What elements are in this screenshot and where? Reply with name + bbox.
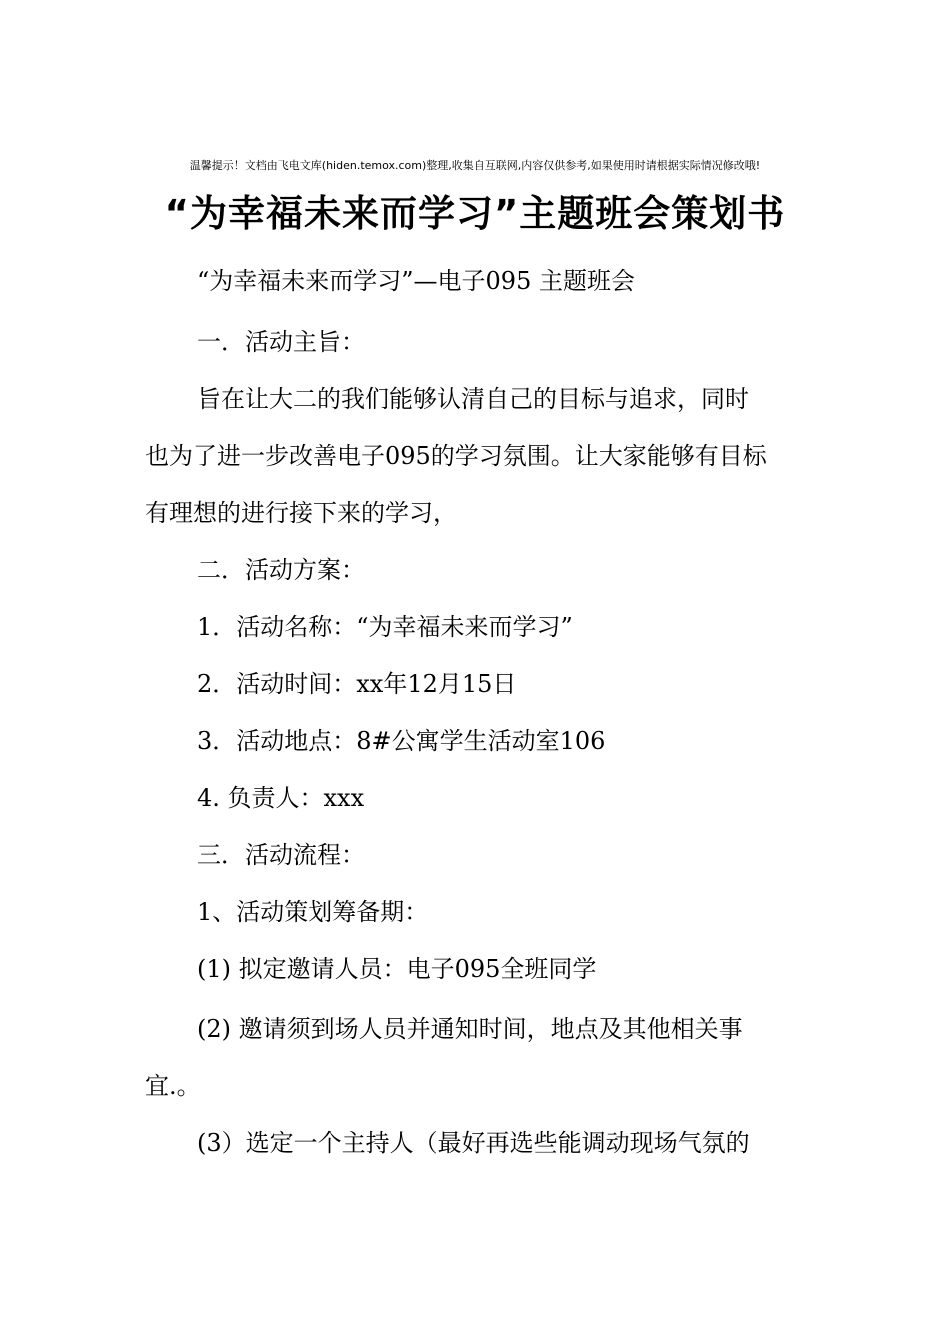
list-item: 2．活动时间：xx年12月15日 — [197, 670, 517, 698]
section-heading-process: 三．活动流程： — [197, 841, 365, 869]
subtitle-line: “为幸福未来而学习”—电子095 主题班会 — [197, 267, 635, 295]
list-item: (2) 邀请须到场人员并通知时间，地点及其他相关事 — [197, 1015, 743, 1043]
notice-banner: 温馨提示！文档由飞电文库(hiden.temox.com)整理,收集自互联网,内容仅供参考,如果使用时请根据实际情况修改哦! — [189, 159, 761, 172]
list-item: 1、活动策划筹备期： — [197, 898, 429, 926]
paragraph-line: 也为了进一步改善电子095的学习氛围。让大家能够有目标 — [145, 442, 767, 470]
list-item: 3．活动地点：8#公寓学生活动室106 — [197, 727, 606, 755]
paragraph-line: 宜.。 — [145, 1072, 201, 1100]
section-heading-purpose: 一．活动主旨： — [197, 328, 365, 356]
document-title: “为幸福未来而学习”主题班会策划书 — [164, 192, 786, 235]
list-item: 1．活动名称：“为幸福未来而学习” — [197, 613, 573, 641]
list-item: 4. 负责人：xxx — [197, 784, 365, 812]
paragraph-line: 有理想的进行接下来的学习， — [145, 499, 457, 527]
paragraph-line: 旨在让大二的我们能够认清自己的目标与追求，同时 — [197, 385, 749, 413]
list-item: (1) 拟定邀请人员：电子095全班同学 — [197, 955, 597, 983]
section-heading-plan: 二．活动方案： — [197, 556, 365, 584]
list-item: (3）选定一个主持人（最好再选些能调动现场气氛的 — [197, 1129, 750, 1157]
